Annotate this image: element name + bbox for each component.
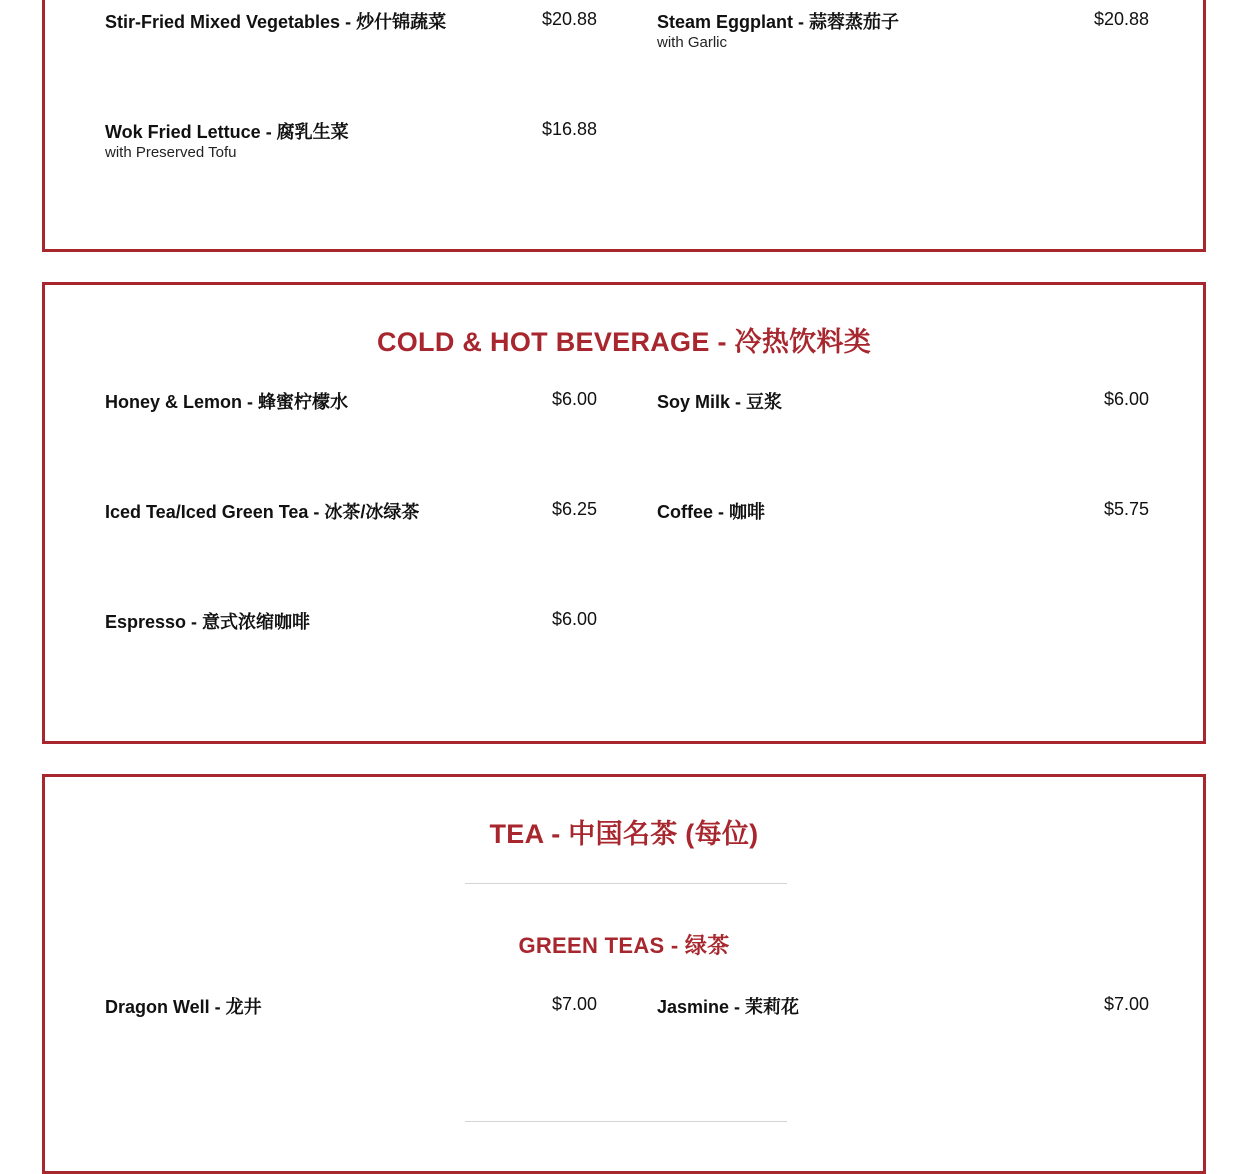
item-name: Jasmine - 茉莉花: [657, 997, 800, 1017]
tea-section: [42, 774, 1206, 1174]
item-price: $6.00: [551, 389, 597, 409]
subsection-title: GREEN TEAS - 绿茶: [518, 933, 730, 958]
item-name: Stir-Fried Mixed Vegetables - 炒什锦蔬菜: [105, 12, 447, 32]
item-name: Coffee - 咖啡: [657, 502, 765, 522]
divider: [465, 883, 787, 884]
item-name: Dragon Well - 龙井: [105, 997, 262, 1017]
item-name: Iced Tea/Iced Green Tea - 冰茶/冰绿茶: [105, 502, 420, 522]
item-name: Wok Fried Lettuce - 腐乳生菜: [105, 122, 349, 142]
item-price: $7.00: [551, 994, 597, 1014]
item-price: $20.88: [541, 9, 597, 29]
item-name: Steam Eggplant - 蒜蓉蒸茄子: [657, 12, 900, 32]
item-name: Soy Milk - 豆浆: [657, 392, 783, 412]
item-description: with Garlic: [657, 34, 728, 51]
divider: [465, 1121, 787, 1122]
item-price: $6.00: [1103, 389, 1149, 409]
section-title: COLD & HOT BEVERAGE - 冷热饮料类: [376, 327, 872, 357]
item-price: $6.25: [551, 499, 597, 519]
beverage-section: [42, 282, 1206, 744]
item-price: $6.00: [551, 609, 597, 629]
vegetables-section: [42, 0, 1206, 252]
item-price: $20.88: [1093, 9, 1149, 29]
item-name: Honey & Lemon - 蜂蜜柠檬水: [105, 392, 349, 412]
item-description: with Preserved Tofu: [105, 144, 237, 161]
section-title: TEA - 中国名茶 (每位): [489, 819, 759, 849]
item-price: $5.75: [1103, 499, 1149, 519]
item-price: $7.00: [1103, 994, 1149, 1014]
item-name: Espresso - 意式浓缩咖啡: [105, 612, 311, 632]
item-price: $16.88: [541, 119, 597, 139]
